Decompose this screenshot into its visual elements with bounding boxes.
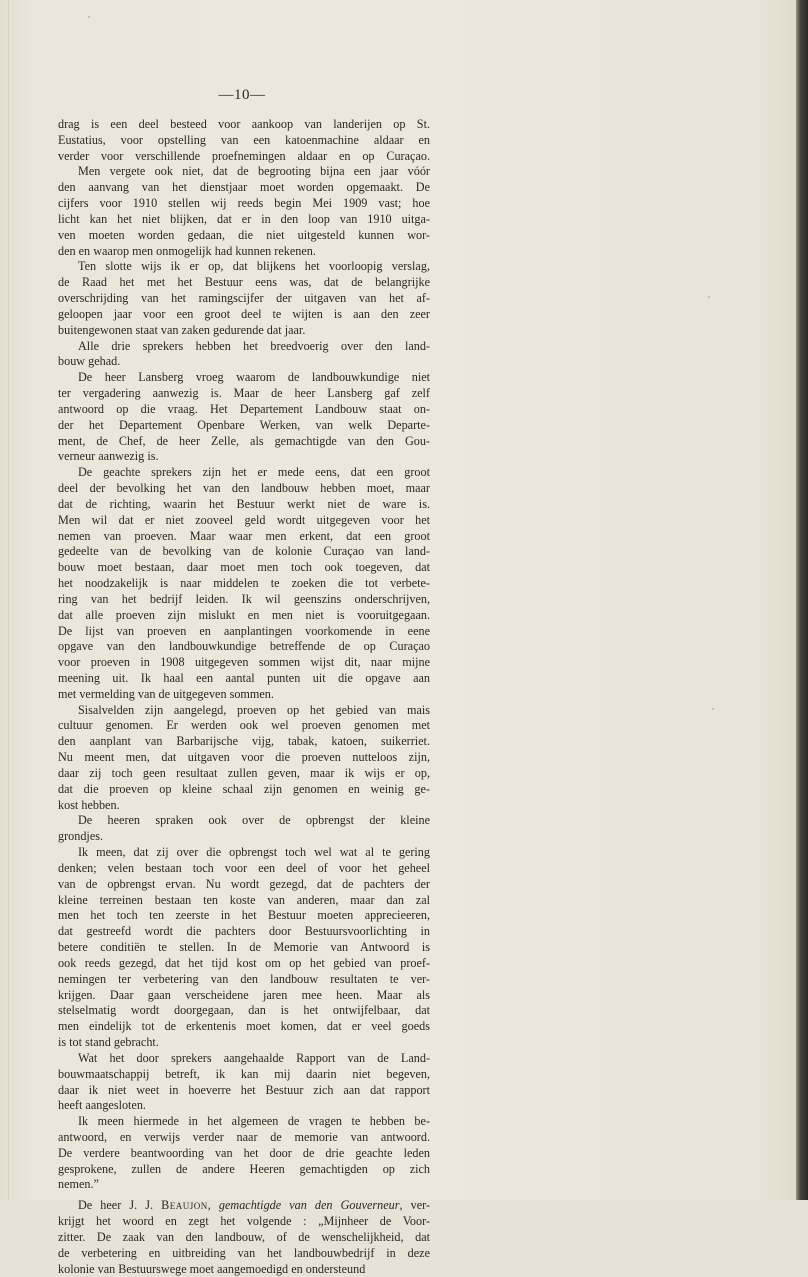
text-line: Sisalvelden zijn aangelegd, proeven op het gebied van mais bbox=[78, 702, 430, 717]
closing-suffix: , ver- bbox=[399, 1198, 431, 1213]
text-line: nemen van proeven. Maar waar men erkent, dat een groot bbox=[58, 528, 430, 543]
text-line: buitengewonen staat van zaken gedurende dat jaar. bbox=[58, 322, 306, 337]
speaker-name: Beaujon bbox=[161, 1198, 208, 1213]
paper-speck bbox=[708, 296, 710, 298]
text-line: der het Departement Openbare Werken, van welk Departe- bbox=[58, 417, 430, 432]
closing-separator: , bbox=[207, 1198, 219, 1213]
text-line: Nu meent men, dat uitgaven voor die proeven nutteloos zijn, bbox=[58, 750, 430, 765]
text-line: bouw gehad. bbox=[58, 354, 121, 369]
text-line: overschrijding van het ramingscijfer der uitgaven van het af- bbox=[58, 291, 430, 306]
text-line: van de opbrengst ervan. Nu wordt gezegd, dat de pachters der bbox=[58, 876, 430, 891]
text-line: met vermelding van de uitgegeven sommen. bbox=[58, 686, 274, 701]
text-line: bouwmaatschappij betreft, ik kan mij daarin niet begeven, bbox=[58, 1066, 430, 1081]
text-line: deel der bevolking het van den landbouw hebben moet, maar bbox=[58, 481, 430, 496]
text-line: krijgt het woord en zegt het volgende : „Mijnheer de Voor- bbox=[58, 1214, 430, 1229]
page-number: —10— bbox=[218, 87, 266, 103]
text-line: ring van het bedrijf leiden. Ik wil geenszins onderschrijven, bbox=[58, 591, 430, 606]
text-line: De heer Lansberg vroeg waarom de landbouwkundige niet bbox=[78, 370, 430, 385]
body-lines bbox=[58, 117, 430, 1193]
text-line: voor proeven in 1908 uitgegeven sommen wijst dit, naar mijne bbox=[58, 655, 430, 670]
text-line: gesprokene, zullen de andere Heeren gemachtigden op zich bbox=[58, 1161, 430, 1176]
text-line: Men wil dat er niet zooveel geld wordt uitgegeven voor het bbox=[58, 512, 430, 527]
text-line: daar ik niet weet in hoeverre het Bestuur zich aan dat rapport bbox=[58, 1082, 430, 1097]
text-line: drag is een deel besteed voor aankoop van landerijen op St. bbox=[58, 117, 430, 131]
scan-right-edge bbox=[796, 0, 808, 1200]
text-line: denken; velen bestaan toch voor een deel of voor het geheel bbox=[58, 860, 430, 875]
text-line: ven moeten worden gedaan, die niet uitgesteld kunnen wor- bbox=[58, 227, 430, 242]
text-line: dat gestreefd wordt die pachters door Bestuursvoorlichting in bbox=[58, 924, 430, 939]
closing-line bbox=[58, 1198, 430, 1214]
text-line: cijfers voor 1910 stellen wij reeds begin Mei 1909 vast; hoe bbox=[58, 196, 430, 211]
text-line: dat alle proeven zijn mislukt en men niet is vooruitgegaan. bbox=[58, 607, 430, 622]
text-line: opgave van den landbouwkundige betreffende de op Curaçao bbox=[58, 639, 430, 654]
text-line: ment, de Chef, de heer Zelle, als gemachtigde van den Gou- bbox=[58, 433, 430, 448]
text-line: Ten slotte wijs ik er op, dat blijkens het voorloopig verslag, bbox=[78, 259, 430, 274]
text-line: is tot stand gebracht. bbox=[58, 1035, 159, 1050]
text-line: De verdere beantwoording van het door de drie geachte leden bbox=[58, 1145, 430, 1160]
text-line: Ik meen hiermede in het algemeen de vragen te hebben be- bbox=[78, 1114, 430, 1129]
text-line: grondjes. bbox=[58, 829, 104, 844]
text-line: Ik meen, dat zij over die opbrengst toch wel wat al te gering bbox=[78, 845, 430, 860]
text-line: Men vergete ook niet, dat de begrooting bijna een jaar vóór bbox=[78, 164, 430, 179]
text-line: kleine terreinen bestaan ten koste van anderen, maar dan zal bbox=[58, 892, 430, 907]
text-line: het noodzakelijk is naar middelen te zoeken die tot verbete- bbox=[58, 576, 430, 591]
text-line: De lijst van proeven en aanplantingen voorkomende in eene bbox=[58, 623, 430, 638]
text-line: betere conditiën te stellen. In de Memorie van Antwoord is bbox=[58, 940, 430, 955]
text-line: daar zij toch geen resultaat zullen geven, maar ik wijs er op, bbox=[58, 765, 430, 780]
text-line: geloopen jaar voor een groot deel te wijten is aan den zeer bbox=[58, 306, 430, 321]
text-line: antwoord, en verwijs verder naar de memorie van antwoord. bbox=[58, 1130, 430, 1144]
text-line: Eustatius, voor opstelling van een katoenmachine aldaar en bbox=[58, 132, 430, 147]
text-line: zitter. De zaak van den landbouw, of de wenschelijkheid, dat bbox=[58, 1229, 430, 1244]
text-line: nemen.” bbox=[58, 1177, 99, 1192]
text-line: meening uit. Ik haal een aantal punten uit die opgave aan bbox=[58, 670, 430, 685]
closing-prefix: De heer J. J. bbox=[78, 1198, 162, 1213]
paper-speck bbox=[88, 16, 90, 18]
text-line: kolonie van Bestuurswege moet aangemoedigd en ondersteund bbox=[58, 1261, 366, 1276]
text-line: licht kan het niet blijken, dat er in den loop van 1910 uitga- bbox=[58, 211, 430, 226]
paper-speck bbox=[712, 708, 714, 710]
text-line: men eindelijk tot de erkentenis moet komen, dat er veel goeds bbox=[58, 1019, 430, 1034]
text-line: Wat het door sprekers aangehaalde Rapport van de Land- bbox=[78, 1050, 430, 1065]
text-line: verder voor verschillende proefnemingen aldaar en op Curaçao. bbox=[58, 148, 430, 163]
text-line: dat de richting, waarin het Bestuur werkt niet de ware is. bbox=[58, 496, 430, 511]
text-line: Alle drie sprekers hebben het breedvoerig over den land- bbox=[78, 338, 430, 353]
closing-lines bbox=[58, 1214, 430, 1277]
text-line: gedeelte van de bevolking van de kolonie Curaçao van land- bbox=[58, 544, 430, 559]
text-line: cultuur genomen. Er werden ook wel proeven genomen met bbox=[58, 718, 430, 733]
text-line: dat die proeven op kleine schaal zijn genomen en weinig ge- bbox=[58, 781, 430, 796]
body-text bbox=[58, 117, 430, 1277]
text-line: verneur aanwezig is. bbox=[58, 449, 159, 464]
text-line: den aanplant van Barbarijsche vijg, tabak, katoen, suikerriet. bbox=[58, 734, 430, 749]
text-line: ter vergadering aanwezig is. Maar de heer Lansberg gaf zelf bbox=[58, 386, 430, 401]
text-line: men het toch ten zeerste in het Bestuur moeten apprecieeren, bbox=[58, 908, 430, 923]
text-line: nemingen ter verbetering van den landbouw resultaten te ver- bbox=[58, 971, 430, 986]
scan-fold-line bbox=[8, 0, 9, 1200]
text-line: bouw moet bestaan, daar moet men toch ook toegeven, dat bbox=[58, 560, 430, 575]
text-line: den aanvang van het dienstjaar moet worden opgemaakt. De bbox=[58, 180, 430, 195]
text-line: de verbetering en uitbreiding van het landbouwbedrijf in deze bbox=[58, 1245, 430, 1260]
text-line: krijgen. Daar gaan verscheidene jaren mee heen. Maar als bbox=[58, 987, 430, 1002]
text-line: ook reeds gezegd, dat het tijd kost om op het gebied van proef- bbox=[58, 955, 430, 970]
text-line: stelselmatig wordt doorgegaan, dan is het ontwijfelbaar, dat bbox=[58, 1003, 430, 1018]
text-line: De heeren spraken ook over de opbrengst der kleine bbox=[78, 813, 430, 828]
text-line: De geachte sprekers zijn het er mede eens, dat een groot bbox=[78, 465, 430, 480]
text-line: den en waarop men onmogelijk had kunnen rekenen. bbox=[58, 243, 316, 258]
text-line: heeft aangesloten. bbox=[58, 1098, 146, 1113]
text-line: de Raad het met het Bestuur eens was, dat de belangrijke bbox=[58, 275, 430, 290]
text-line: kost hebben. bbox=[58, 797, 120, 812]
speaker-role: gemachtigde van den Gouverneur bbox=[218, 1198, 400, 1213]
text-line: antwoord op die vraag. Het Departement Landbouw staat on- bbox=[58, 401, 430, 416]
